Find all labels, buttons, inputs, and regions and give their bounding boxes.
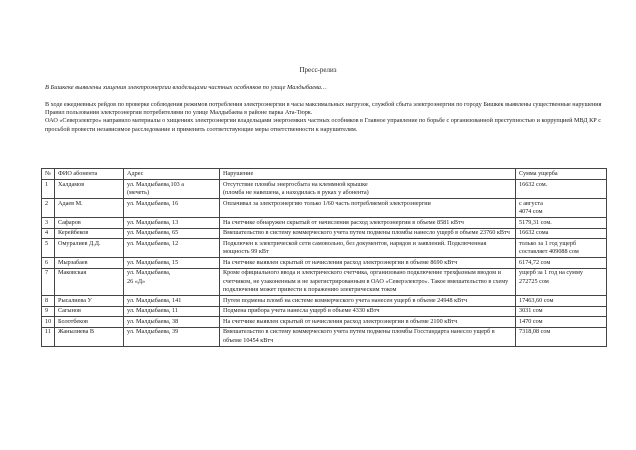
- cell-violation: Подмена прибора учета нанесла ущерб в объеме 4330 кВтч: [220, 306, 516, 317]
- cell-violation: Путем подмены пломб на системе коммерческого учета нанесен ущерб в объеме 24948 кВтч: [220, 296, 516, 307]
- cell-address: ул. Малдыбаева, 39: [124, 327, 220, 346]
- cell-name: Мырзабаев: [55, 258, 124, 269]
- table-row: [42, 296, 607, 307]
- cell-name: Омуралиев Д.Д.: [55, 239, 124, 258]
- cell-num: 4: [42, 228, 55, 239]
- cell-violation: Вмешательство в систему коммерческого учета путем подмены пломбы нанесло ущерб в объеме 23760 кВтч: [220, 228, 516, 239]
- cell-damage: 5179,31 сом.: [516, 218, 607, 229]
- cell-damage: 3031 сом: [516, 306, 607, 317]
- cell-name: Сафаров: [55, 218, 124, 229]
- cell-num: 7: [42, 268, 55, 296]
- cell-name: Маковская: [55, 268, 124, 296]
- table-body: [42, 180, 607, 347]
- violations-table: [41, 168, 607, 347]
- cell-damage: 16632 сома: [516, 228, 607, 239]
- body-paragraph-2: ОАО «Северэлектро» направило материалы о хищениях электроэнергии владельцами энергоемких частных особняков в Главное управление по борьбе с организованной преступностью и коррупцией МВД КР с просьбой провести независимое расследование и применить соответствующие меры ответственности к нарушителям.: [45, 117, 601, 133]
- cell-num: 3: [42, 218, 55, 229]
- table-row: [42, 306, 607, 317]
- cell-num: 11: [42, 327, 55, 346]
- cell-name: Рысалиева У: [55, 296, 124, 307]
- cell-num: 10: [42, 317, 55, 328]
- cell-num: 9: [42, 306, 55, 317]
- cell-num: 8: [42, 296, 55, 307]
- cell-damage: с августа 4074 сом: [516, 199, 607, 218]
- cell-address: ул. Малдыбаева, 11: [124, 306, 220, 317]
- cell-name: Адаев М.: [55, 199, 124, 218]
- table-row: [42, 317, 607, 328]
- cell-address: ул. Малдыбаева, 12: [124, 239, 220, 258]
- table-row: [42, 228, 607, 239]
- cell-violation: На счетчике выявлен скрытый от начисления расход электроэнергии в объеме 2100 кВтч: [220, 317, 516, 328]
- page-title: Пресс-релиз: [299, 66, 337, 74]
- cell-name: Сагынов: [55, 306, 124, 317]
- table-row: [42, 268, 607, 296]
- cell-violation: Кроме официального ввода и электрического счетчика, организовано подключение трехфазным вводом и счетчиком, не узаконенным и не зарегистрированным в ОАО «Северэлектро». Такое вмешательство в схему подключения может привести к поражению электрическим током: [220, 268, 516, 296]
- cell-violation: Подключен к электрической сети самовольно, без документов, нарядов и заявлений. Подключенная мощность 99 кВт: [220, 239, 516, 258]
- header-violation: Нарушение: [220, 169, 516, 180]
- cell-violation: На счетчике выявлен скрытый от начисления расход электроэнергии в объеме 8690 кВтч: [220, 258, 516, 269]
- cell-damage: 6174,72 сом: [516, 258, 607, 269]
- cell-damage: только за 1 год ущерб составляет 409088 сом: [516, 239, 607, 258]
- table-row: [42, 327, 607, 346]
- cell-name: Жанылиева В: [55, 327, 124, 346]
- cell-address: ул. Малдыбаева, 38: [124, 317, 220, 328]
- table-row: [42, 199, 607, 218]
- table-row: [42, 258, 607, 269]
- cell-num: 1: [42, 180, 55, 199]
- cell-address: ул. Малдыбаева, 16: [124, 199, 220, 218]
- table-row: [42, 218, 607, 229]
- cell-violation: Вмешательство в систему коммерческого учета путем подмены пломбы Госстандарта нанесло ущерб в объеме 10454 кВтч: [220, 327, 516, 346]
- lead-paragraph: В Бишкеке выявлены хищения электроэнергии владельцами частных особняков по улице Малдыбаева…: [45, 84, 327, 91]
- cell-address: ул. Малдыбаева, 141: [124, 296, 220, 307]
- cell-name: Болотбеков: [55, 317, 124, 328]
- table-header-row: [42, 169, 607, 180]
- cell-violation: На счетчике обнаружен скрытый от начисления расход электроэнергии в объеме 8581 кВтч: [220, 218, 516, 229]
- cell-address: ул. Малдыбаева, 26 «Д»: [124, 268, 220, 296]
- cell-violation: Оплачивал за электроэнергию только 1/60 часть потребляемой электроэнергии: [220, 199, 516, 218]
- cell-violation: Отсутствие пломбы энергосбыта на клеммной крышке (пломба не навешена, а находилась в руках у абонента): [220, 180, 516, 199]
- table-row: [42, 239, 607, 258]
- cell-num: 2: [42, 199, 55, 218]
- cell-damage: 17463,60 сом: [516, 296, 607, 307]
- cell-damage: 7318,08 сом: [516, 327, 607, 346]
- cell-name: Халдамов: [55, 180, 124, 199]
- cell-damage: ущерб за 1 год на сумму 272725 сом: [516, 268, 607, 296]
- cell-name: Керейбеков: [55, 228, 124, 239]
- header-num: №: [42, 169, 55, 180]
- table-row: [42, 180, 607, 199]
- cell-address: ул. Малдыбаева, 13: [124, 218, 220, 229]
- cell-address: ул. Малдыбаева, 65: [124, 228, 220, 239]
- body-paragraph-1: В ходе ежедневных рейдов по проверке соблюдения режимов потребления электроэнергии в часы максимальных нагрузок, службой сбыта электроэнергии по городу Бишкек выявлены существенные нарушения Правил пользования электроэнергии потребителями по улице Малдыбаева в районе парка Ата-Тюрк.: [45, 101, 602, 117]
- cell-num: 6: [42, 258, 55, 269]
- header-damage: Сумма ущерба: [516, 169, 607, 180]
- header-name: ФИО абонента: [55, 169, 124, 180]
- cell-address: ул. Малдыбаева,103 а (мечеть): [124, 180, 220, 199]
- cell-damage: 1470 сом: [516, 317, 607, 328]
- cell-address: ул. Малдыбаева, 15: [124, 258, 220, 269]
- cell-num: 5: [42, 239, 55, 258]
- body-text: [45, 101, 605, 134]
- cell-damage: 16632 сом.: [516, 180, 607, 199]
- header-address: Адрес: [124, 169, 220, 180]
